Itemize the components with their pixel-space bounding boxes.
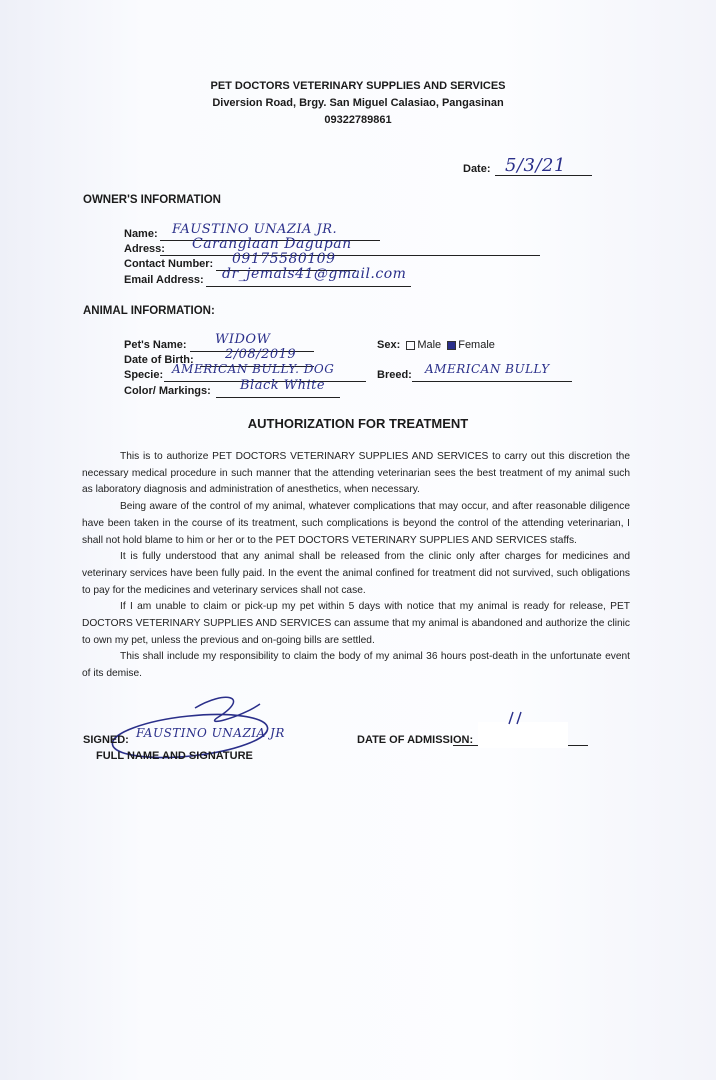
company-phone: 09322789861	[324, 114, 392, 126]
sex-field	[377, 339, 495, 351]
color-label: Color/ Markings:	[124, 385, 211, 397]
owner-contact-label: Contact Number:	[124, 258, 214, 270]
color-value: Black White	[240, 378, 326, 393]
authorization-paragraph: Being aware of the control of my animal, whatever complications that may occur, and after reasonable diligence have been taken in the course of its treatment, such complications is beyond the control of the attending veterinarian, I shall not hold blame to him or her or to the PET DOCTORS VETERINARY SUPPLIES AND SERVICES staffs.	[82, 501, 630, 546]
dob-label: Date of Birth:	[124, 354, 194, 366]
owner-email-value: dr_jemals41@gmail.com	[222, 266, 407, 282]
authorization-title: AUTHORIZATION FOR TREATMENT	[247, 416, 469, 431]
admission-label: DATE OF ADMISSION:	[357, 734, 474, 746]
breed-label: Breed:	[377, 369, 412, 381]
owner-section-heading: OWNER'S INFORMATION	[83, 194, 221, 206]
authorization-paragraph: This is to authorize PET DOCTORS VETERINARY SUPPLIES AND SERVICES to carry out this discretion the necessary medical procedure in such manner that the attending veterinarian sees the best treatment of my animal such as laboratory diagnosis and administration of anesthetics, when necessary.	[82, 451, 630, 496]
female-checkbox	[447, 341, 456, 350]
authorization-paragraph: If I am unable to claim or pick-up my pet within 5 days with notice that my animal is ready for release, PET DOCTORS VETERINARY SUPPLIES AND SERVICES can assume that my animal is abandoned and authorize the clinic to own my pet, unless the previous and on-going bills are settled.	[82, 601, 630, 646]
breed-line	[412, 381, 572, 382]
admission-date-slashes	[505, 710, 525, 726]
signature-caption: FULL NAME AND SIGNATURE	[96, 750, 253, 762]
owner-name-value: FAUSTINO UNAZIA JR.	[172, 222, 338, 237]
owner-address-line	[160, 255, 540, 256]
signed-name: FAUSTINO UNAZIA JR	[136, 726, 285, 740]
pet-name-value: WIDOW	[215, 332, 271, 347]
breed-value: AMERICAN BULLY	[425, 362, 550, 376]
authorization-text	[82, 449, 630, 683]
female-option: Female	[458, 339, 495, 351]
company-address: Diversion Road, Brgy. San Miguel Calasiao, Pangasinan	[212, 97, 504, 109]
authorization-paragraph: This shall include my responsibility to claim the body of my animal 36 hours post-death in the unfortunate event of its demise.	[82, 651, 630, 680]
authorization-paragraph: It is fully understood that any animal shall be released from the clinic only after charges for medicines and veterinary services have been fully paid. In the event the animal confined for treatment did not survived, such obligations to pay for the medicines and veterinary services shall not case.	[82, 551, 630, 596]
owner-address-value: Caranglaan Dagupan	[192, 236, 352, 252]
animal-section-heading: ANIMAL INFORMATION:	[83, 305, 215, 317]
signed-label: SIGNED:	[83, 734, 129, 746]
dob-value: 2/08/2019	[225, 347, 297, 362]
company-name: PET DOCTORS VETERINARY SUPPLIES AND SERVICES	[210, 80, 506, 92]
specie-label: Specie:	[124, 369, 164, 381]
owner-email-line	[206, 286, 411, 287]
color-line	[216, 397, 340, 398]
owner-address-label: Adress:	[124, 243, 165, 255]
specie-value: AMERICAN BULLY. DOG	[172, 362, 335, 376]
pet-name-label: Pet's Name:	[124, 339, 187, 351]
male-checkbox	[406, 341, 415, 350]
owner-email-label: Email Address:	[124, 274, 204, 286]
male-option: Male	[417, 339, 442, 351]
sex-label: Sex:	[377, 339, 401, 351]
date-label: Date:	[463, 163, 491, 175]
owner-contact-value: 09175580109	[232, 251, 336, 267]
owner-name-label: Name:	[124, 228, 158, 240]
date-value: 5/3/21	[505, 155, 566, 176]
